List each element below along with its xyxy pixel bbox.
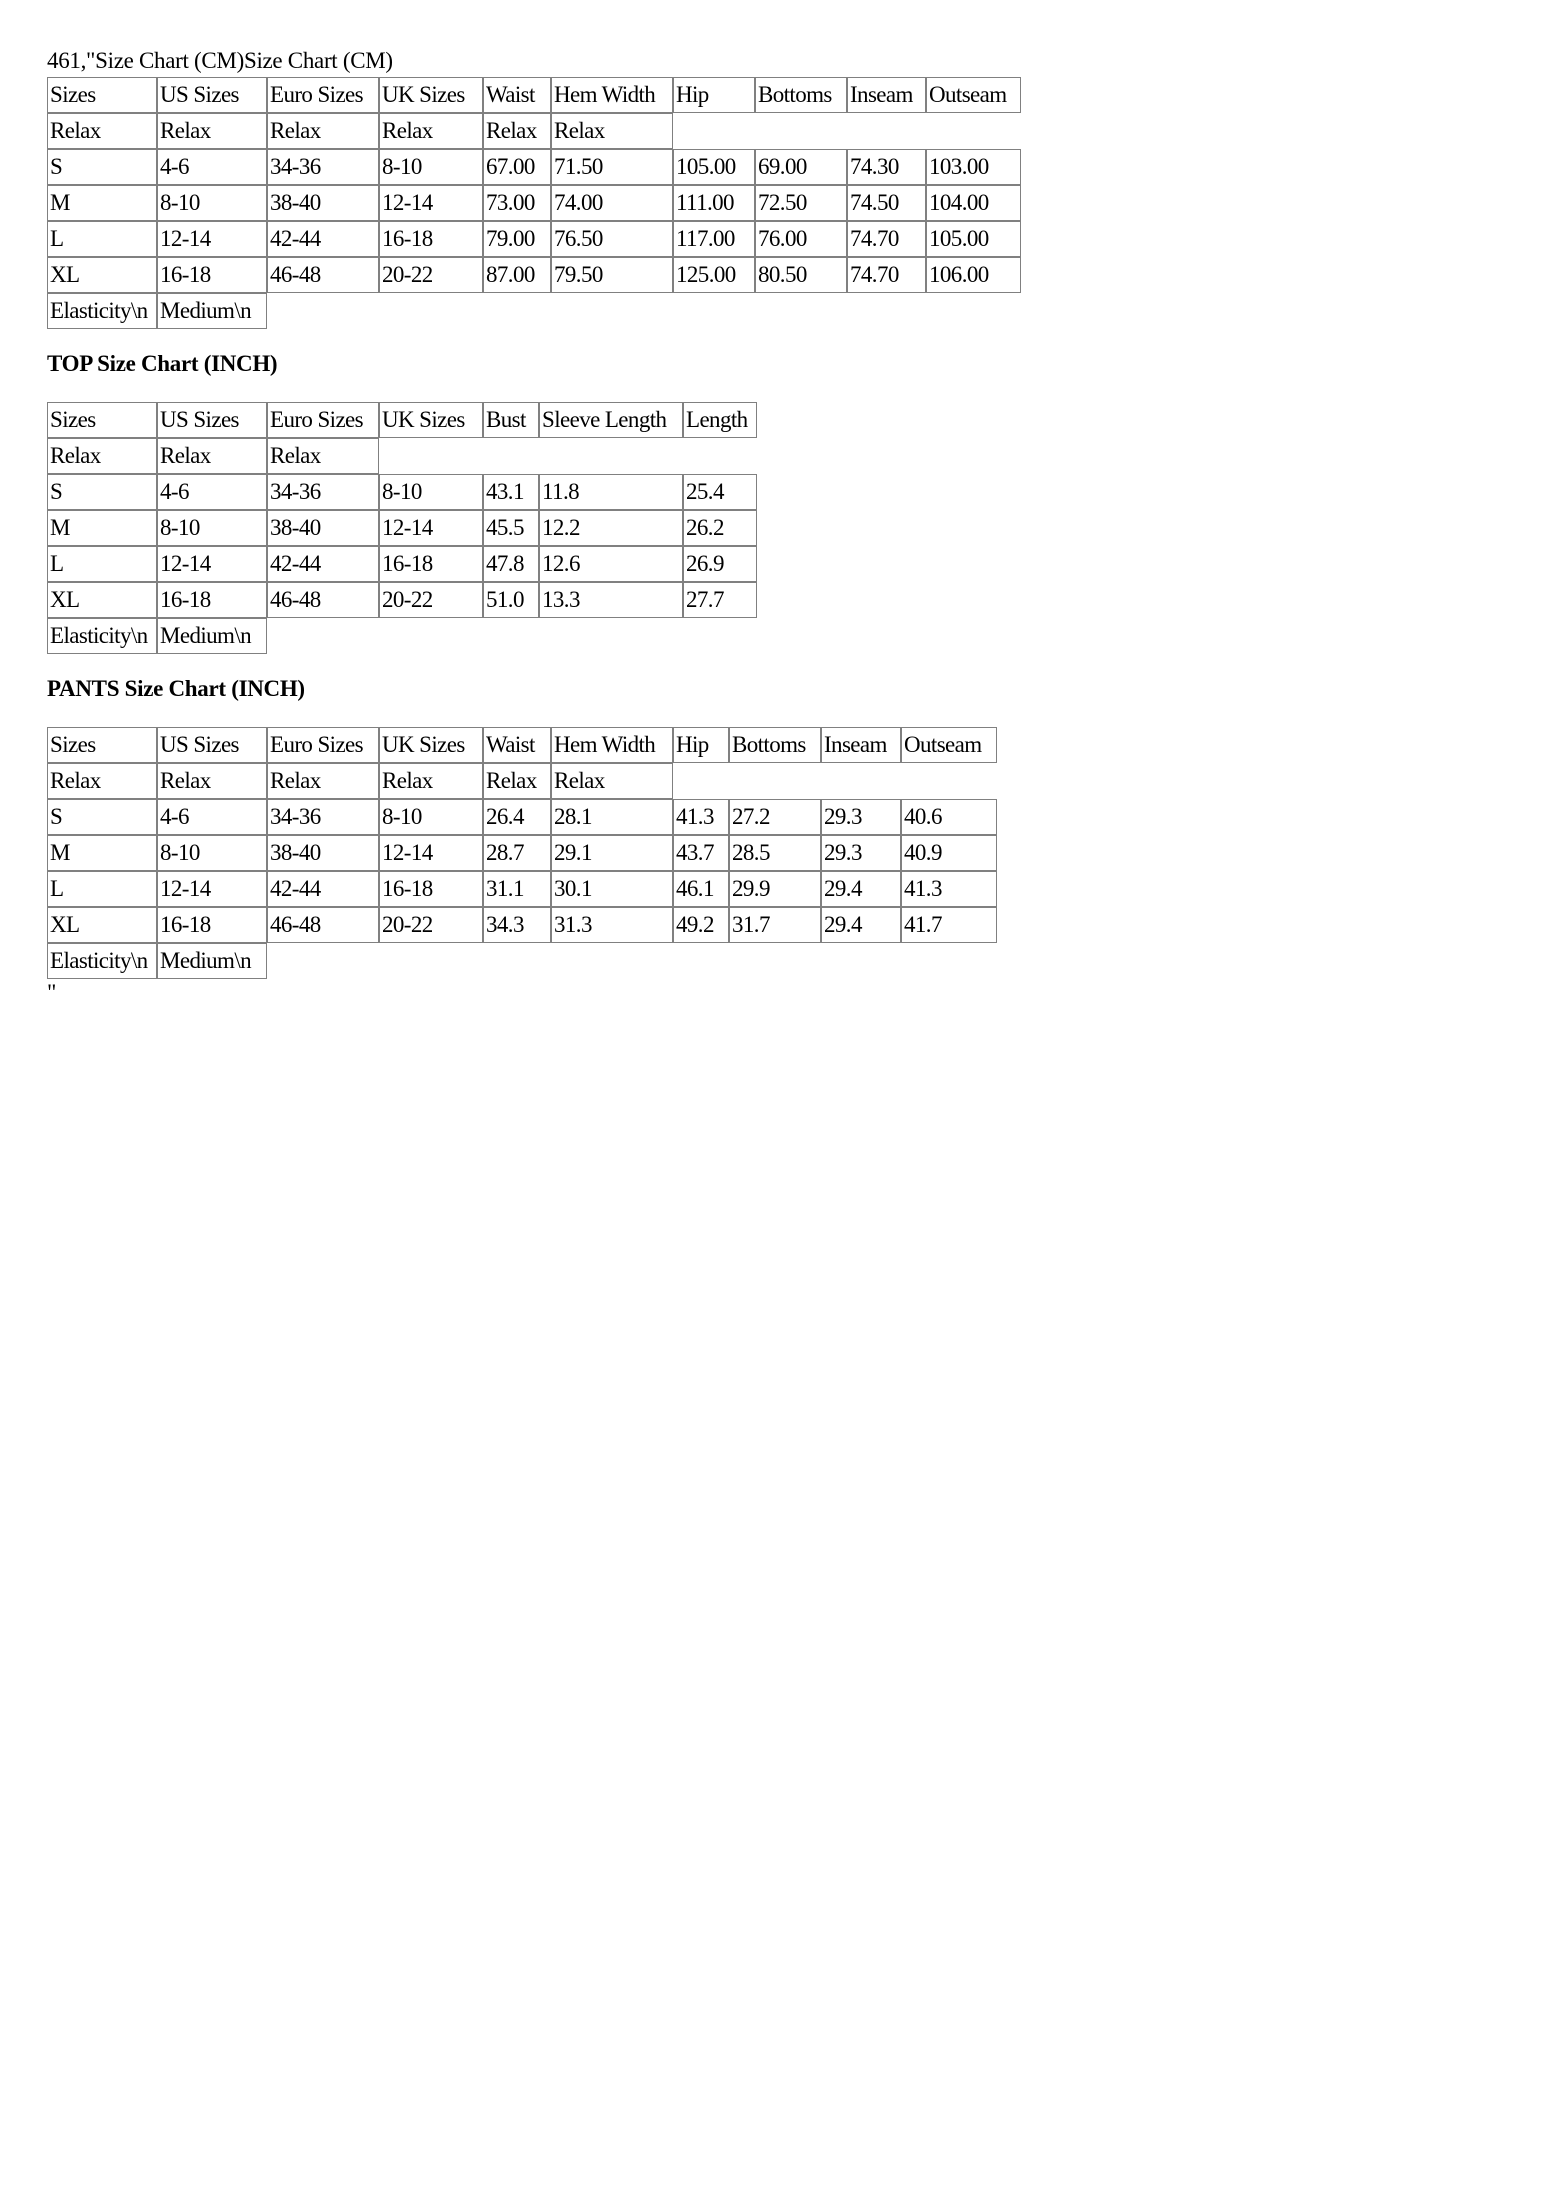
table-cell: 16-18 <box>157 257 267 293</box>
table-cell: 12.2 <box>539 510 683 546</box>
column-header: UK Sizes <box>379 727 483 763</box>
fit-row <box>47 763 997 799</box>
fit-cell: Relax <box>379 113 483 149</box>
table-cell: 8-10 <box>157 185 267 221</box>
table-cell: 45.5 <box>483 510 539 546</box>
table-row <box>47 474 757 510</box>
table-cell: 20-22 <box>379 582 483 618</box>
table-cell: 12-14 <box>379 510 483 546</box>
size-chart-cm-table <box>47 77 1021 329</box>
elasticity-cell: Elasticity\n <box>47 293 157 329</box>
table-cell: 31.3 <box>551 907 673 943</box>
table-cell: 16-18 <box>157 907 267 943</box>
table-cell: 31.1 <box>483 871 551 907</box>
elasticity-row <box>47 293 1021 329</box>
column-header: UK Sizes <box>379 77 483 113</box>
table-cell: 69.00 <box>755 149 847 185</box>
table-cell: 8-10 <box>157 835 267 871</box>
elasticity-cell: Medium\n <box>157 618 267 654</box>
header-row <box>47 727 997 763</box>
table-cell: 12-14 <box>157 221 267 257</box>
table-cell: 16-18 <box>157 582 267 618</box>
fit-cell: Relax <box>483 763 551 799</box>
empty-cell <box>673 113 1021 149</box>
table-cell: 27.2 <box>729 799 821 835</box>
table-cell: XL <box>47 257 157 293</box>
table-cell: 67.00 <box>483 149 551 185</box>
column-header: Sizes <box>47 77 157 113</box>
column-header: Inseam <box>821 727 901 763</box>
table-cell: 13.3 <box>539 582 683 618</box>
column-header: Sizes <box>47 727 157 763</box>
table-cell: 42-44 <box>267 221 379 257</box>
table-cell: 40.6 <box>901 799 997 835</box>
fit-row <box>47 438 757 474</box>
column-header: Waist <box>483 77 551 113</box>
elasticity-row <box>47 618 757 654</box>
elasticity-cell: Elasticity\n <box>47 943 157 979</box>
table-cell: 34-36 <box>267 799 379 835</box>
column-header: US Sizes <box>157 77 267 113</box>
table-cell: 105.00 <box>673 149 755 185</box>
table-cell: 25.4 <box>683 474 757 510</box>
table-cell: 29.9 <box>729 871 821 907</box>
table-cell: 71.50 <box>551 149 673 185</box>
table-cell: 46-48 <box>267 582 379 618</box>
table-cell: 29.4 <box>821 871 901 907</box>
table-cell: L <box>47 221 157 257</box>
table-cell: 74.00 <box>551 185 673 221</box>
closing-quote: " <box>47 980 57 1005</box>
fit-cell: Relax <box>47 438 157 474</box>
pants-size-chart-title: PANTS Size Chart (INCH) <box>47 676 305 701</box>
table-row <box>47 582 757 618</box>
table-row <box>47 185 1021 221</box>
table-cell: 30.1 <box>551 871 673 907</box>
empty-cell <box>673 763 997 799</box>
table-cell: 29.1 <box>551 835 673 871</box>
table-cell: 117.00 <box>673 221 755 257</box>
table-cell: S <box>47 149 157 185</box>
table-cell: 73.00 <box>483 185 551 221</box>
fit-cell: Relax <box>379 763 483 799</box>
table-cell: 29.3 <box>821 799 901 835</box>
table-cell: 28.1 <box>551 799 673 835</box>
elasticity-cell: Medium\n <box>157 293 267 329</box>
elasticity-row <box>47 943 997 979</box>
header-row <box>47 402 757 438</box>
fit-row <box>47 113 1021 149</box>
table-cell: 12-14 <box>379 185 483 221</box>
fit-cell: Relax <box>47 763 157 799</box>
table-cell: 27.7 <box>683 582 757 618</box>
table-cell: 26.9 <box>683 546 757 582</box>
top-size-chart-table <box>47 402 757 654</box>
table-cell: 12-14 <box>379 835 483 871</box>
table-cell: 34-36 <box>267 474 379 510</box>
table-cell: 42-44 <box>267 546 379 582</box>
table-cell: 76.50 <box>551 221 673 257</box>
table-cell: 16-18 <box>379 221 483 257</box>
column-header: US Sizes <box>157 727 267 763</box>
table-cell: 20-22 <box>379 257 483 293</box>
table-cell: 80.50 <box>755 257 847 293</box>
fit-cell: Relax <box>483 113 551 149</box>
table-row <box>47 835 997 871</box>
table-cell: 34-36 <box>267 149 379 185</box>
table-cell: 29.3 <box>821 835 901 871</box>
table-cell: 43.7 <box>673 835 729 871</box>
column-header: Bust <box>483 402 539 438</box>
table-cell: 28.7 <box>483 835 551 871</box>
fit-cell: Relax <box>267 438 379 474</box>
table-cell: 8-10 <box>379 474 483 510</box>
column-header: US Sizes <box>157 402 267 438</box>
table-cell: L <box>47 871 157 907</box>
table-cell: 79.00 <box>483 221 551 257</box>
table-cell: 74.50 <box>847 185 926 221</box>
table-cell: 47.8 <box>483 546 539 582</box>
fit-cell: Relax <box>267 763 379 799</box>
table-cell: 111.00 <box>673 185 755 221</box>
table-row <box>47 510 757 546</box>
empty-cell <box>267 943 997 979</box>
table-cell: 87.00 <box>483 257 551 293</box>
column-header: Inseam <box>847 77 926 113</box>
table-cell: 8-10 <box>379 799 483 835</box>
table-cell: 26.2 <box>683 510 757 546</box>
table-cell: 41.3 <box>901 871 997 907</box>
table-cell: 76.00 <box>755 221 847 257</box>
column-header: Hip <box>673 727 729 763</box>
column-header: Hip <box>673 77 755 113</box>
table-cell: 28.5 <box>729 835 821 871</box>
header-row <box>47 77 1021 113</box>
table-cell: 12-14 <box>157 546 267 582</box>
column-header: Length <box>683 402 757 438</box>
table-cell: 11.8 <box>539 474 683 510</box>
column-header: Euro Sizes <box>267 727 379 763</box>
table-cell: 41.3 <box>673 799 729 835</box>
table-cell: 41.7 <box>901 907 997 943</box>
table-cell: S <box>47 799 157 835</box>
table-cell: 38-40 <box>267 185 379 221</box>
column-header: Outseam <box>926 77 1021 113</box>
table-cell: 104.00 <box>926 185 1021 221</box>
table-cell: 12-14 <box>157 871 267 907</box>
table-row <box>47 546 757 582</box>
table-cell: 38-40 <box>267 510 379 546</box>
empty-cell <box>267 618 757 654</box>
table-cell: 74.70 <box>847 257 926 293</box>
fit-cell: Relax <box>157 113 267 149</box>
column-header: Hem Width <box>551 77 673 113</box>
column-header: UK Sizes <box>379 402 483 438</box>
table-cell: 8-10 <box>379 149 483 185</box>
column-header: Sleeve Length <box>539 402 683 438</box>
table-cell: 16-18 <box>379 546 483 582</box>
fit-cell: Relax <box>47 113 157 149</box>
column-header: Sizes <box>47 402 157 438</box>
fit-cell: Relax <box>157 763 267 799</box>
table-cell: 4-6 <box>157 474 267 510</box>
table-cell: 46-48 <box>267 907 379 943</box>
elasticity-cell: Elasticity\n <box>47 618 157 654</box>
table-cell: 105.00 <box>926 221 1021 257</box>
table-row <box>47 257 1021 293</box>
table-cell: 40.9 <box>901 835 997 871</box>
table-cell: 51.0 <box>483 582 539 618</box>
column-header: Euro Sizes <box>267 77 379 113</box>
table-cell: 74.70 <box>847 221 926 257</box>
column-header: Bottoms <box>755 77 847 113</box>
table-cell: 12.6 <box>539 546 683 582</box>
table-cell: XL <box>47 907 157 943</box>
table-row <box>47 221 1021 257</box>
table-cell: 26.4 <box>483 799 551 835</box>
table-cell: S <box>47 474 157 510</box>
fit-cell: Relax <box>157 438 267 474</box>
table-cell: M <box>47 835 157 871</box>
table-cell: 79.50 <box>551 257 673 293</box>
table-cell: 4-6 <box>157 799 267 835</box>
document-body <box>47 47 1021 1007</box>
table-row <box>47 149 1021 185</box>
pants-size-chart-table <box>47 727 997 979</box>
fit-cell: Relax <box>551 113 673 149</box>
table-cell: 34.3 <box>483 907 551 943</box>
table-cell: XL <box>47 582 157 618</box>
table-row <box>47 799 997 835</box>
table-cell: 125.00 <box>673 257 755 293</box>
column-header: Euro Sizes <box>267 402 379 438</box>
table-cell: M <box>47 510 157 546</box>
table-cell: 20-22 <box>379 907 483 943</box>
table-cell: 49.2 <box>673 907 729 943</box>
column-header: Outseam <box>901 727 997 763</box>
table-cell: 43.1 <box>483 474 539 510</box>
column-header: Waist <box>483 727 551 763</box>
fit-cell: Relax <box>551 763 673 799</box>
table-cell: 46-48 <box>267 257 379 293</box>
table-cell: L <box>47 546 157 582</box>
table-row <box>47 871 997 907</box>
table-cell: M <box>47 185 157 221</box>
table-cell: 106.00 <box>926 257 1021 293</box>
table-cell: 42-44 <box>267 871 379 907</box>
table-cell: 4-6 <box>157 149 267 185</box>
table-cell: 16-18 <box>379 871 483 907</box>
empty-cell <box>267 293 1021 329</box>
table-row <box>47 907 997 943</box>
fit-cell: Relax <box>267 113 379 149</box>
table-cell: 29.4 <box>821 907 901 943</box>
table-cell: 74.30 <box>847 149 926 185</box>
elasticity-cell: Medium\n <box>157 943 267 979</box>
table-cell: 72.50 <box>755 185 847 221</box>
column-header: Hem Width <box>551 727 673 763</box>
top-size-chart-title: TOP Size Chart (INCH) <box>47 351 278 376</box>
table-cell: 31.7 <box>729 907 821 943</box>
table-cell: 38-40 <box>267 835 379 871</box>
table-cell: 103.00 <box>926 149 1021 185</box>
column-header: Bottoms <box>729 727 821 763</box>
table-cell: 8-10 <box>157 510 267 546</box>
empty-cell <box>379 438 757 474</box>
table-cell: 46.1 <box>673 871 729 907</box>
document-heading: 461,"Size Chart (CM)Size Chart (CM) <box>47 48 393 73</box>
